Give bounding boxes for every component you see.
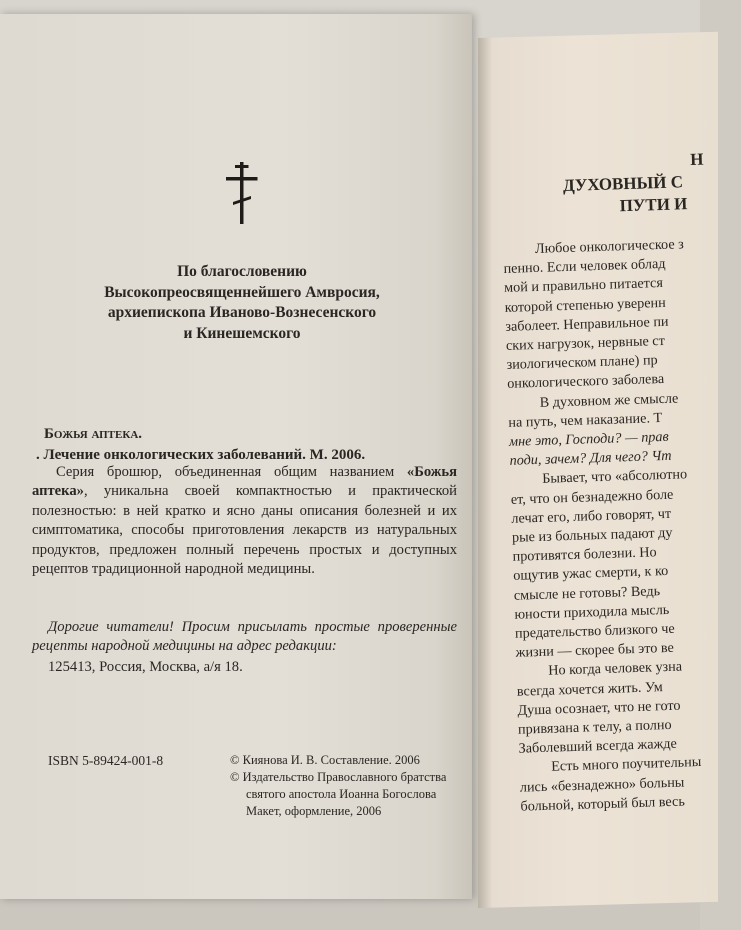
body-line: предательство близкого че <box>514 620 675 642</box>
body-line: противятся болезни. Но <box>512 544 657 566</box>
chapter-heading-line: ПУТИ И <box>619 194 688 216</box>
copyright-line: © Киянова И. В. Составление. 2006 <box>230 753 420 767</box>
body-line: лечат его, либо говорят, чт <box>511 505 672 527</box>
body-line: ощутив ужас смерти, к ко <box>512 563 669 585</box>
body-line: Есть много поучительны <box>551 754 702 776</box>
body-line: рые из больных падают ду <box>511 524 673 546</box>
reader-appeal <box>32 618 457 677</box>
blessing-block <box>30 262 454 344</box>
blessing-line: архиепископа Иваново-Вознесенского <box>107 304 377 321</box>
body-line: жизни — скорее бы это ве <box>515 640 675 662</box>
series-bold-name: «Божья аптека» <box>32 464 457 500</box>
body-line: привязана к телу, а полно <box>517 716 672 738</box>
appeal-text: Дорогие читатели! Просим присылать простые проверенные рецепты народной медицины на адрес редакции: <box>32 619 457 655</box>
blessing-line: По благословению <box>177 263 307 280</box>
orthodox-cross-icon <box>222 160 262 226</box>
series-name: Божья аптека. <box>44 426 143 442</box>
body-line: онкологического заболева <box>506 371 665 393</box>
blessing-line: и Кинешемского <box>183 324 301 342</box>
body-line: больной, который был весь <box>520 793 686 815</box>
description-start: Серия брошюр, объединенная общим названием <box>56 464 395 480</box>
body-line: мой и правильно питается <box>503 275 664 297</box>
description-rest: , уникальна своей компактностью и практической полезностью: в ней кратко и ясно даны описания болезней и их симптоматика, способы приготовления лекарств из натуральных продуктов, предложен полный перечень простых и доступных рецептов традиционной народной медицины. <box>32 483 457 578</box>
body-line: поди, зачем? Для чего? Чт <box>509 448 672 470</box>
body-line: пенно. Если человек облад <box>503 256 666 278</box>
body-line: Бывает, что «абсолютно <box>541 466 688 488</box>
body-line: мне это, Господи? — прав <box>508 428 669 450</box>
copyright-line: Макет, оформление, 2006 <box>246 804 382 818</box>
postal-address: 125413, Россия, Москва, а/я 18. <box>48 658 243 675</box>
body-line: В духовном же смысле <box>539 390 679 411</box>
copyright-block <box>230 752 470 820</box>
chapter-heading-line: Н <box>689 149 704 170</box>
isbn: ISBN 5-89424-001-8 <box>48 753 164 768</box>
body-line: заболеет. Неправильное пи <box>505 313 669 335</box>
catalog-entry <box>36 424 454 466</box>
body-line: Душа осознает, что не гото <box>517 697 681 719</box>
right-page-text <box>500 148 741 817</box>
blessing-line: Высокопреосвященнейшего Амвросия, <box>104 283 380 301</box>
description-paragraph <box>32 463 457 579</box>
body-line: Но когда человек узна <box>547 659 683 680</box>
book-title: . Лечение онкологических заболеваний. М. 2006. <box>36 447 366 463</box>
body-line: смысле не готовы? Ведь <box>513 582 661 604</box>
chapter-heading-line: ДУХОВНЫЙ С <box>562 172 684 196</box>
body-line: Заболевший всегда жажде <box>518 736 678 757</box>
body-line: ет, что он безнадежно боле <box>510 486 674 508</box>
body-line: лись «безнадежно» больны <box>519 774 685 796</box>
copyright-line: святого апостола Иоанна Богослова <box>246 787 437 801</box>
body-line: ских нагрузок, нервные ст <box>505 332 666 354</box>
series-description <box>32 463 457 579</box>
body-line: на путь, чем наказание. Т <box>508 409 663 431</box>
body-line: которой степенью уверенн <box>504 294 666 316</box>
body-line: юности приходила мысль <box>514 601 670 623</box>
body-line: зиологическом плане) пр <box>506 352 658 374</box>
body-line: всегда хочется жить. Ум <box>516 678 663 700</box>
copyright-line: © Издательство Православного братства <box>230 770 447 784</box>
body-line: Любое онкологическое з <box>534 236 685 257</box>
